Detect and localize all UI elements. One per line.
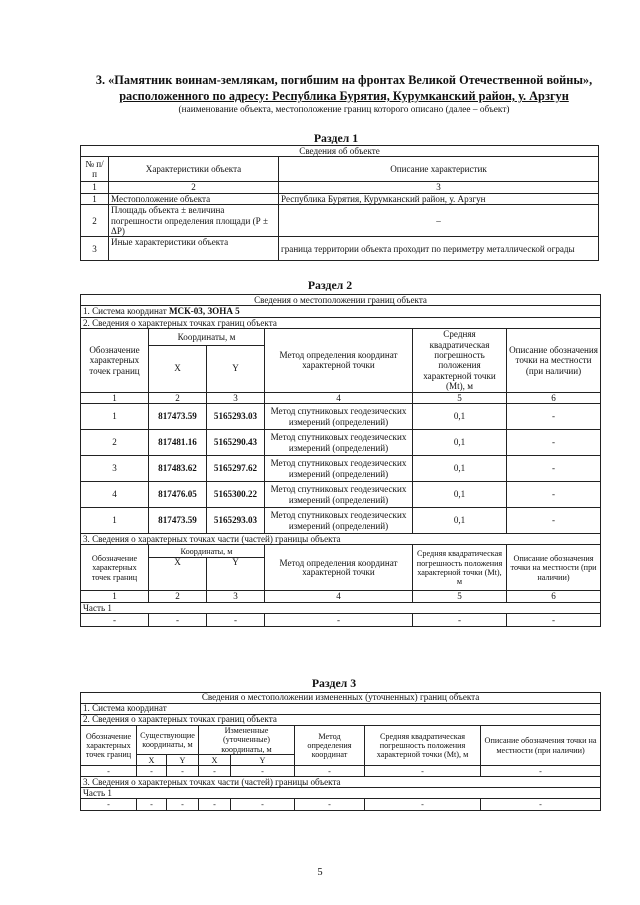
point-id: 3 [81,456,149,482]
section-3-title: Раздел 3 [311,676,357,690]
part-cell: - [507,614,601,627]
point-x: 817473.59 [149,508,207,534]
index-cell: 2 [149,591,207,602]
header-method: Метод определения координат характерной точки [265,329,413,392]
section-3-points-title: 2. Сведения о характерных точках границ объекта [81,715,601,726]
parts-header-coordinates: Координаты, м [149,545,265,558]
index-cell: 3 [279,182,599,193]
page-number: 5 [317,867,323,878]
part-cell: - [81,614,149,627]
heading-line-1: 3. «Памятник воинам-землякам, погибшим на фронтах Великой Отечественной войны», [95,73,593,87]
point-y: 5165293.03 [207,404,265,430]
point-method: Метод спутниковых геодезических измерений (определений) [265,508,413,534]
point-x: 817473.59 [149,404,207,430]
table-row [81,614,601,627]
point-y: 5165293.03 [207,508,265,534]
parts-header-y: Y [207,558,265,591]
coordinate-system [81,306,601,317]
point-method: Метод спутниковых геодезических измерений (определений) [265,456,413,482]
section-2-caption: Сведения о местоположении границ объекта [81,295,601,306]
header-coordinates: Координаты, м [149,329,265,345]
point-id: 2 [81,430,149,456]
s3-parts-title: 3. Сведения о характерных точках части (частей) границы объекта [81,777,601,788]
table-row [81,430,601,456]
s3-part-label: Часть 1 [81,788,601,799]
point-description: - [507,508,601,534]
s3-header-x-changed: X [199,755,231,766]
s3-part-cell: - [481,799,601,811]
table-row [81,799,601,811]
part-cell: - [265,614,413,627]
s3-cell: - [199,766,231,777]
s3-header-x-existing: X [137,755,167,766]
index-cell: 6 [507,591,601,602]
document-heading [84,72,604,104]
point-y: 5165290.43 [207,430,265,456]
point-description: - [507,482,601,508]
point-description: - [507,456,601,482]
row-characteristic: Местоположение объекта [109,193,279,204]
index-cell: 1 [81,591,149,602]
s3-header-y-changed: Y [231,755,295,766]
header-x: X [149,345,207,392]
index-cell: 3 [207,591,265,602]
table-row [81,193,599,204]
row-number: 1 [81,193,109,204]
section-2-title: Раздел 2 [307,278,353,292]
s3-part-cell: - [231,799,295,811]
point-method: Метод спутниковых геодезических измерений (определений) [265,482,413,508]
row-characteristic: Иные характеристики объекта [109,237,279,261]
point-y: 5165300.22 [207,482,265,508]
header-point-description: Описание обозначения точки на местности (при наличии) [507,329,601,392]
point-method: Метод спутниковых геодезических измерений (определений) [265,430,413,456]
point-error: 0,1 [413,430,507,456]
index-cell: 2 [149,392,207,403]
s3-part-cell: - [199,799,231,811]
point-description: - [507,404,601,430]
s3-cell: - [231,766,295,777]
part-cell: - [413,614,507,627]
section-2-table [80,294,601,627]
s3-header-description: Описание обозначения точки на местности (при наличии) [481,726,601,766]
index-cell: 1 [81,182,109,193]
point-x: 817481.16 [149,430,207,456]
s3-header-existing: Существующие координаты, м [137,726,199,755]
s3-cell: - [81,766,137,777]
section-1-table [80,145,599,261]
table-row [81,508,601,534]
parts-title: 3. Сведения о характерных точках части (частей) границы объекта [81,534,601,545]
section-3-caption: Сведения о местоположении измененных (уточненных) границ объекта [81,693,601,704]
header-error: Средняя квадратическая погрешность положения характерной точки (Mt), м [413,329,507,392]
index-cell: 5 [413,392,507,403]
parts-header-description: Описание обозначения точки на местности (при наличии) [507,545,601,591]
part-cell: - [207,614,265,627]
heading-note: (наименование объекта, местоположение границ которого описано (далее – объект) [178,105,510,115]
index-cell: 3 [207,392,265,403]
section-1-caption: Сведения об объекте [81,146,599,157]
row-number: 2 [81,205,109,237]
coordinate-system-value: МСК-03, ЗОНА 5 [168,306,240,317]
s3-part-cell: - [167,799,199,811]
point-id: 4 [81,482,149,508]
table-row [81,205,599,237]
index-cell: 6 [507,392,601,403]
points-title: 2. Сведения о характерных точках границ объекта [81,317,601,328]
point-id: 1 [81,404,149,430]
s3-part-cell: - [81,799,137,811]
row-value: Республика Бурятия, Курумканский район, у. Арзгун [279,193,599,204]
s3-cell: - [167,766,199,777]
s3-header-error: Средняя квадратическая погрешность положения характерной точки (Mt), м [365,726,481,766]
table-row [81,456,601,482]
parts-header-error: Средняя квадратическая погрешность положения характерной точки (Mt), м [413,545,507,591]
section-3-table [80,692,601,811]
index-cell: 4 [265,591,413,602]
point-y: 5165297.62 [207,456,265,482]
point-error: 0,1 [413,404,507,430]
header-description: Описание характеристик [279,157,599,182]
row-value: граница территории объекта проходит по периметру металлической ограды [279,237,599,261]
table-row [81,482,601,508]
point-error: 0,1 [413,482,507,508]
point-description: - [507,430,601,456]
section-3-coordinate-system: 1. Система координат [81,704,601,715]
s3-header-changed: Измененные (уточненные) координаты, м [199,726,295,755]
header-characteristic: Характеристики объекта [109,157,279,182]
point-method: Метод спутниковых геодезических измерений (определений) [265,404,413,430]
s3-part-cell: - [295,799,365,811]
row-value: – [279,205,599,237]
header-designation: Обозначение характерных точек границ [81,329,149,392]
index-cell: 2 [109,182,279,193]
row-number: 3 [81,237,109,261]
parts-header-x: X [149,558,207,591]
table-row [81,404,601,430]
index-cell: 1 [81,392,149,403]
s3-cell: - [295,766,365,777]
s3-part-cell: - [137,799,167,811]
point-error: 0,1 [413,508,507,534]
s3-part-cell: - [365,799,481,811]
s3-cell: - [365,766,481,777]
s3-cell: - [481,766,601,777]
s3-header-method: Метод определения координат [295,726,365,766]
section-1-title: Раздел 1 [313,131,359,145]
s3-cell: - [137,766,167,777]
table-row [81,766,601,777]
index-cell: 4 [265,392,413,403]
point-id: 1 [81,508,149,534]
parts-header-method: Метод определения координат характерной точки [265,545,413,591]
header-y: Y [207,345,265,392]
point-error: 0,1 [413,456,507,482]
s3-header-designation: Обозначение характерных точек границ [81,726,137,766]
part-cell: - [149,614,207,627]
header-number: № п/п [81,157,109,182]
index-cell: 5 [413,591,507,602]
heading-line-2: расположенного по адресу: Республика Бурятия, Курумканский район, у. Арзгун [119,89,569,103]
s3-header-y-existing: Y [167,755,199,766]
row-characteristic: Площадь объекта ± величина погрешности определения площади (Р ± ΔР) [109,205,279,237]
coordinate-system-label: 1. Система координат [83,306,169,317]
point-x: 817483.62 [149,456,207,482]
part-label: Часть 1 [81,602,601,613]
parts-header-designation: Обозначение характерных точек границ [81,545,149,591]
point-x: 817476.05 [149,482,207,508]
table-row [81,237,599,261]
